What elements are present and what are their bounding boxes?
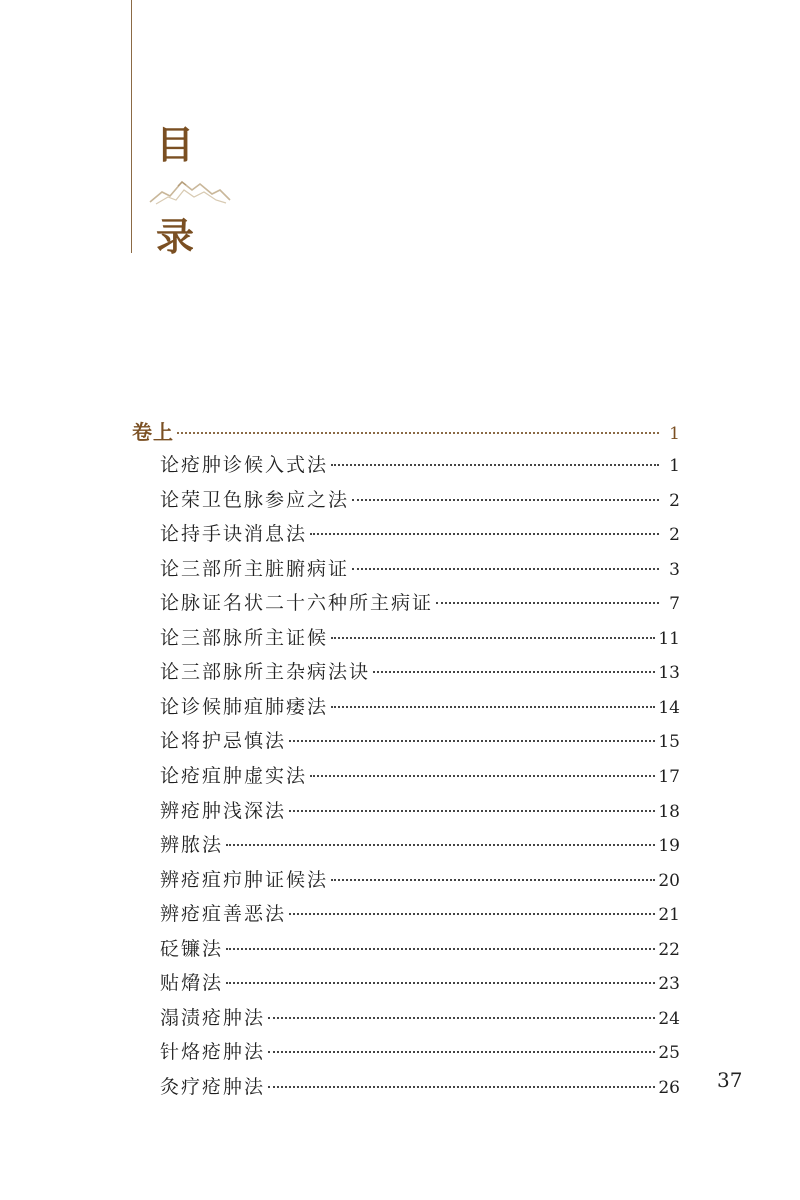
toc-entry[interactable]	[160, 1037, 680, 1071]
toc-entry-label: 辨脓法	[160, 834, 224, 857]
dot-leader	[436, 602, 659, 604]
title-char-bottom: 录	[156, 214, 195, 259]
toc-entry[interactable]	[160, 519, 680, 553]
toc-entry-label: 辨疮疽善恶法	[160, 903, 287, 926]
dot-leader	[226, 948, 655, 950]
toc-entry-label: 溻渍疮肿法	[160, 1006, 266, 1029]
toc-entry[interactable]	[160, 934, 680, 968]
dot-leader	[268, 1051, 655, 1053]
toc-entry-label: 论疮疽肿虚实法	[160, 764, 308, 787]
dot-leader	[310, 533, 659, 535]
toc-entry[interactable]	[160, 726, 680, 760]
dot-leader	[289, 913, 655, 915]
toc-entry-label: 论三部脉所主杂病法诀	[160, 661, 371, 684]
toc-entry[interactable]	[160, 588, 680, 622]
toc-entry-page: 2	[669, 490, 680, 511]
toc-entry-label: 砭镰法	[160, 937, 224, 960]
toc-entry-page: 19	[658, 836, 680, 857]
toc-volume-row[interactable]	[132, 416, 680, 450]
toc-entry[interactable]	[160, 761, 680, 795]
toc-entry[interactable]	[160, 485, 680, 519]
toc-entry-page: 11	[658, 628, 680, 649]
toc-entry-page: 13	[658, 663, 680, 684]
toc-entry-page: 24	[658, 1008, 680, 1029]
toc-entry-page: 18	[658, 801, 680, 822]
dot-leader	[177, 432, 659, 434]
dot-leader	[268, 1086, 655, 1088]
toc-entry-label: 辨疮疽疖肿证候法	[160, 868, 329, 891]
toc-entry-page: 7	[669, 594, 680, 615]
toc-entry-label: 论将护忌慎法	[160, 730, 287, 753]
toc-entry[interactable]	[160, 623, 680, 657]
dot-leader	[226, 982, 655, 984]
page-number: 37	[717, 1068, 743, 1092]
dot-leader	[310, 775, 655, 777]
toc-entry-page: 17	[658, 766, 680, 787]
toc-entry-label: 灸疗疮肿法	[160, 1075, 266, 1098]
dot-leader	[331, 464, 659, 466]
toc-entry-page: 1	[669, 456, 680, 476]
dot-leader	[331, 637, 655, 639]
toc-entry[interactable]	[160, 796, 680, 830]
dot-leader	[268, 1017, 655, 1019]
dot-leader	[331, 706, 655, 708]
toc-entry-page: 25	[658, 1043, 680, 1064]
toc-entry-page: 2	[669, 525, 680, 546]
dot-leader	[373, 671, 655, 673]
dot-leader	[352, 568, 659, 570]
dot-leader	[289, 810, 655, 812]
toc-entry-label: 论三部所主脏腑病证	[160, 557, 350, 580]
toc-entry[interactable]	[160, 692, 680, 726]
toc-entry-page: 23	[658, 974, 680, 995]
toc-entry[interactable]	[160, 554, 680, 588]
title-char-top: 目	[156, 122, 195, 167]
toc-entry-page: 15	[658, 732, 680, 753]
dot-leader	[226, 844, 655, 846]
toc-entry-page: 22	[658, 939, 680, 960]
toc-entry-page: 3	[669, 559, 680, 580]
toc-entry-label: 论荣卫色脉参应之法	[160, 488, 350, 511]
toc-entry-page: 21	[658, 905, 680, 926]
toc-entry-label: 贴熁法	[160, 972, 224, 995]
toc-entry-page: 14	[658, 697, 680, 718]
toc-entry[interactable]	[160, 968, 680, 1002]
toc-entry-label: 论诊候肺疽肺痿法	[160, 695, 329, 718]
toc-entry-label: 论持手诀消息法	[160, 523, 308, 546]
toc-entry[interactable]	[160, 830, 680, 864]
toc-entry[interactable]	[160, 1072, 680, 1106]
toc-entry-page: 26	[658, 1077, 680, 1098]
toc-entry[interactable]	[160, 657, 680, 691]
dot-leader	[289, 740, 655, 742]
toc-entry[interactable]	[160, 450, 680, 484]
toc-entry[interactable]	[160, 1003, 680, 1037]
toc-entry-page: 20	[658, 870, 680, 891]
toc-entry[interactable]	[160, 899, 680, 933]
toc-entry[interactable]	[160, 865, 680, 899]
dot-leader	[331, 879, 655, 881]
toc-volume-label: 卷上	[132, 420, 174, 444]
toc-entry-label: 论疮肿诊候入式法	[160, 454, 329, 476]
toc-entry-label: 论脉证名状二十六种所主病证	[160, 592, 434, 615]
dot-leader	[352, 499, 659, 501]
toc-entry-label: 论三部脉所主证候	[160, 626, 329, 649]
toc-entry-label: 针烙疮肿法	[160, 1041, 266, 1064]
toc-volume-page: 1	[669, 424, 680, 444]
toc-entry-label: 辨疮肿浅深法	[160, 799, 287, 822]
